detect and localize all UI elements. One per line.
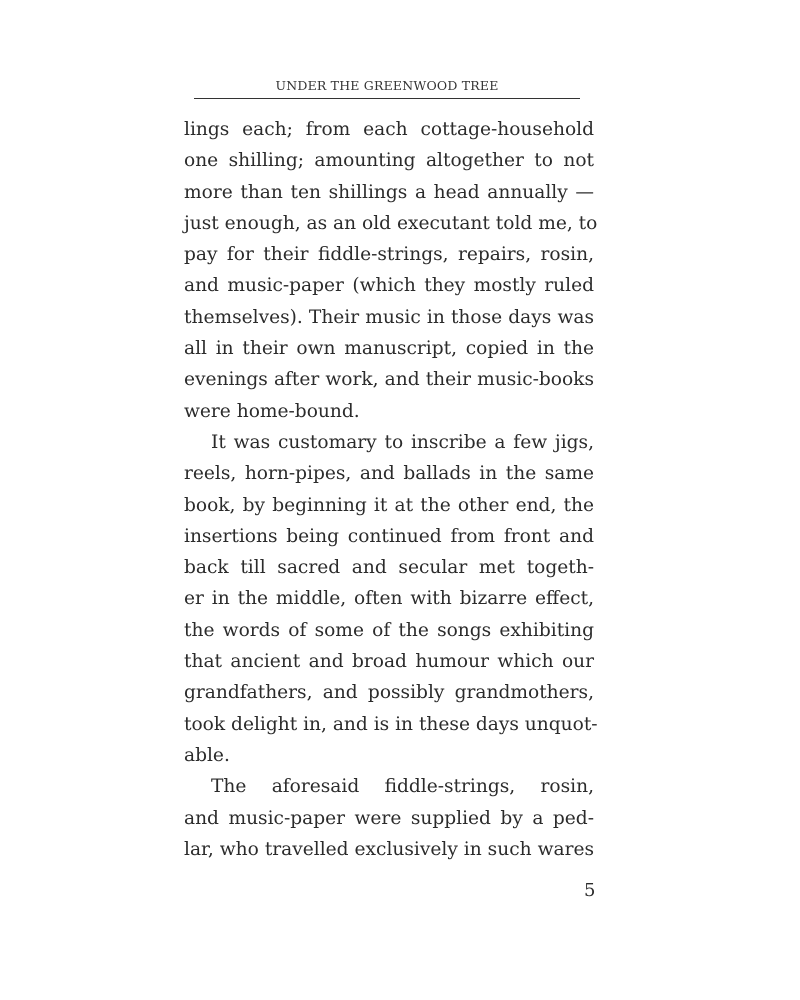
text-line: er in the middle, often with bizarre effect,: [184, 588, 594, 610]
text-line: were home-bound.: [184, 400, 360, 422]
text-line: all in their own manuscript, copied in the: [184, 338, 594, 360]
text-line: more than ten shillings a head annually —: [184, 181, 594, 203]
text-line: back till sacred and secular met togeth-: [184, 557, 594, 579]
page-body-text: [184, 114, 598, 865]
text-line: book, by beginning it at the other end, the: [184, 494, 594, 516]
text-line: lar, who travelled exclusively in such wares: [184, 838, 594, 860]
text-line: that ancient and broad humour which our: [184, 651, 594, 673]
page-number: 5: [584, 880, 596, 901]
text-line: and music-paper were supplied by a ped-: [184, 807, 594, 829]
text-line: pay for their fiddle-strings, repairs, rosin,: [184, 244, 594, 266]
header-rule: [194, 98, 580, 99]
text-line: one shilling; amounting altogether to not: [184, 150, 594, 172]
paragraph-first-line: It was customary to inscribe a few jigs,: [211, 431, 594, 453]
text-line: and music-paper (which they mostly ruled: [184, 275, 594, 297]
text-line: just enough, as an old executant told me, to: [184, 212, 598, 234]
paragraph-first-line: The aforesaid fiddle-strings, rosin,: [211, 776, 594, 798]
text-line: insertions being continued from front and: [184, 525, 594, 547]
text-line: lings each; from each cottage-household: [184, 119, 594, 140]
text-line: themselves). Their music in those days was: [184, 306, 594, 328]
text-line: reels, horn-pipes, and ballads in the same: [184, 463, 594, 485]
text-line: evenings after work, and their music-books: [184, 369, 594, 391]
text-line: able.: [184, 744, 230, 766]
text-line: the words of some of the songs exhibiting: [184, 619, 594, 641]
text-line: took delight in, and is in these days unquot-: [184, 713, 598, 735]
text-line: grandfathers, and possibly grandmothers,: [184, 682, 594, 704]
running-head: UNDER THE GREENWOOD TREE: [275, 78, 499, 93]
